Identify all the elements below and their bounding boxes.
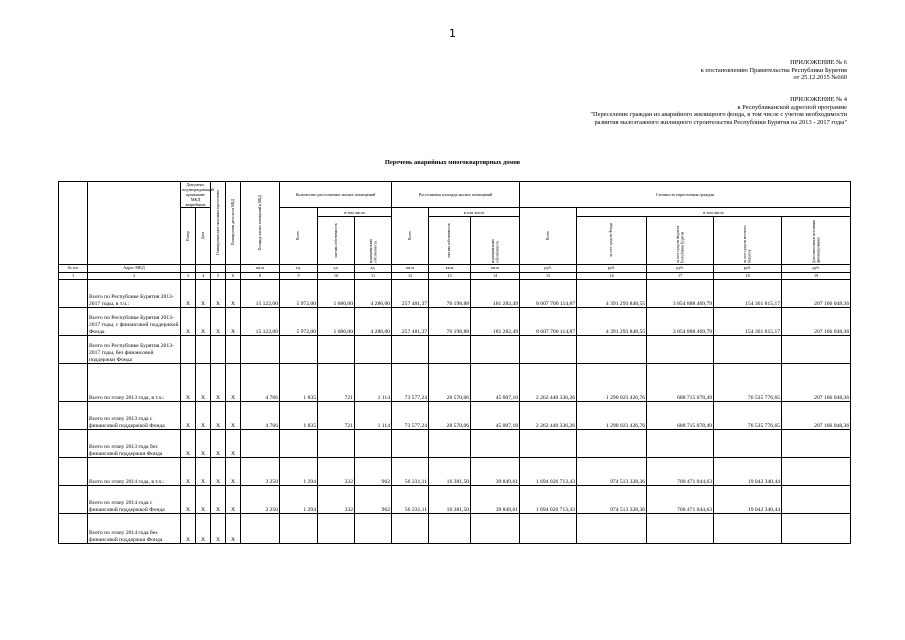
table-cell: 688 715 078,49 xyxy=(647,402,714,430)
table-cell: 1 835 xyxy=(280,402,318,430)
table-cell: 19 042 340,44 xyxy=(714,486,782,514)
row-label-cell: Всего по этапу 2013 года без финансовой поддержки Фонда xyxy=(88,430,181,458)
header-cell xyxy=(241,182,280,265)
table-cell xyxy=(471,430,520,458)
table-cell: 56 231,11 xyxy=(392,486,429,514)
table-cell: 974 513 328,36 xyxy=(577,458,647,486)
table-cell xyxy=(241,514,280,544)
table-cell: 257 481,37 xyxy=(392,308,429,336)
annex-header-line: "Переселение граждан из аварийного жилищного фонда, в том числе с учетом необходимости xyxy=(590,111,847,119)
unit-cell: ед. xyxy=(355,265,392,273)
table-cell: 8 607 700 114,87 xyxy=(520,280,577,308)
table-cell: 39 849,61 xyxy=(471,458,520,486)
table-cell xyxy=(520,336,577,364)
table-cell: X xyxy=(196,458,211,486)
table-cell: 700 471 044,63 xyxy=(647,486,714,514)
table-cell: 73 577,24 xyxy=(392,402,429,430)
header-text: Всего xyxy=(296,231,301,240)
table-row xyxy=(59,458,851,486)
table-cell: 3 250 xyxy=(241,458,280,486)
table-cell: X xyxy=(196,430,211,458)
table-cell: X xyxy=(211,430,226,458)
annex-header-6 xyxy=(701,59,847,82)
table-cell: 4 286,00 xyxy=(355,308,392,336)
header-text: за счет средств Фонда xyxy=(609,223,614,257)
table-cell xyxy=(59,458,88,486)
table-cell: 15 122,00 xyxy=(241,308,280,336)
table-cell xyxy=(355,430,392,458)
table-cell: X xyxy=(181,458,196,486)
table-cell xyxy=(392,336,429,364)
header-text: частная собственность xyxy=(333,222,338,258)
header-cell: Документ, подтверждающий признание МКД аварийным xyxy=(182,182,214,207)
table-cell: X xyxy=(181,430,196,458)
header-text: Планируемая дата сноса МКД xyxy=(230,199,235,246)
unit-cell: руб. xyxy=(520,265,577,273)
table-row xyxy=(59,308,851,336)
table-cell xyxy=(520,514,577,544)
table-cell: 8 607 700 114,87 xyxy=(520,308,577,336)
table-cell xyxy=(355,514,392,544)
table-cell xyxy=(59,336,88,364)
column-number-cell: 18 xyxy=(714,272,782,280)
table-row xyxy=(59,402,851,430)
table-cell: 1 694 026 713,43 xyxy=(520,486,577,514)
header-cell xyxy=(471,217,520,265)
annex-header-line: развития малоэтажного жилищного строительства Республики Бурятия на 2013 - 2017 годы" xyxy=(594,118,847,126)
column-number-cell: 15 xyxy=(520,272,577,280)
table-cell: X xyxy=(226,430,241,458)
header-cell xyxy=(577,217,647,265)
column-number-cell: 1 xyxy=(59,272,88,280)
table-cell: X xyxy=(211,514,226,544)
row-label-cell: Всего по этапу 2013 года, в т.ч.: xyxy=(88,364,181,402)
annex-header-line: к постановлению Правительства Республики Бурятия xyxy=(700,66,847,74)
table-cell: 1 294 xyxy=(280,486,318,514)
table-cell: 19 042 340,44 xyxy=(714,458,782,486)
unit-cell: кв.м xyxy=(392,265,429,273)
unit-cell: руб. xyxy=(782,265,851,273)
table-cell: 1 835 xyxy=(280,364,318,402)
table-row xyxy=(59,364,851,402)
table-cell xyxy=(211,336,226,364)
header-cell xyxy=(429,217,471,265)
header-text: Всего xyxy=(545,231,550,240)
table-cell xyxy=(714,430,782,458)
table-cell xyxy=(318,430,355,458)
column-number-cell: 9 xyxy=(280,272,318,280)
header-cell: в том числе xyxy=(577,208,851,217)
table-cell: 5 972,00 xyxy=(280,280,318,308)
row-label-cell: Всего по Республике Бурятия 2013-2017 годы, в т.ч.: xyxy=(88,280,181,308)
table-cell: 4 391 293 848,55 xyxy=(577,280,647,308)
table-cell: 4 286,00 xyxy=(355,280,392,308)
table-cell xyxy=(577,336,647,364)
table-cell xyxy=(471,336,520,364)
table-cell: 76 198,88 xyxy=(429,280,471,308)
table-cell: 45 007,18 xyxy=(471,364,520,402)
table-cell: X xyxy=(226,402,241,430)
table-cell: 39 849,61 xyxy=(471,486,520,514)
table-cell xyxy=(782,458,851,486)
table-cell: 962 xyxy=(355,458,392,486)
header-cell xyxy=(714,217,782,265)
annex-header-line: ПРИЛОЖЕНИЕ № 4 xyxy=(790,96,847,103)
row-label-cell: Всего по этапу 2014 года без финансовой поддержки Фонда xyxy=(88,514,181,544)
table-cell: 1 686,00 xyxy=(318,280,355,308)
column-number-cell: 14 xyxy=(471,272,520,280)
table-cell: 76 198,88 xyxy=(429,308,471,336)
header-cell xyxy=(520,208,577,265)
header-cell xyxy=(226,182,241,265)
column-number-cell: 16 xyxy=(577,272,647,280)
table-cell xyxy=(181,336,196,364)
header-cell: Адрес МКД xyxy=(88,265,181,273)
column-number-cell: 3 xyxy=(181,272,196,280)
annex-header-4 xyxy=(590,96,847,126)
table-cell xyxy=(59,280,88,308)
unit-cell: кв.м xyxy=(429,265,471,273)
table-cell xyxy=(59,364,88,402)
annex-header-line: ПРИЛОЖЕНИЕ № 6 xyxy=(790,59,847,66)
table-cell: 73 577,24 xyxy=(392,364,429,402)
table-cell: 207 166 048,36 xyxy=(782,364,851,402)
table-cell: 1 694 026 713,43 xyxy=(520,458,577,486)
header-cell: № п/п xyxy=(59,265,88,273)
emergency-houses-table xyxy=(58,181,851,544)
table-cell xyxy=(392,514,429,544)
row-label-cell: Всего по Республике Бурятия 2013-2017 годы, с финансовой поддержкой Фонда xyxy=(88,308,181,336)
table-cell: 1 114 xyxy=(355,402,392,430)
table-cell xyxy=(59,514,88,544)
table-cell: 721 xyxy=(318,364,355,402)
unit-cell: руб. xyxy=(714,265,782,273)
column-number-cell: 17 xyxy=(647,272,714,280)
table-cell: X xyxy=(181,308,196,336)
table-cell xyxy=(280,514,318,544)
table-cell xyxy=(647,430,714,458)
page-number: 1 xyxy=(449,27,456,40)
column-number-cell: 4 xyxy=(196,272,211,280)
table-cell: X xyxy=(181,364,196,402)
table-cell: X xyxy=(226,280,241,308)
table-cell: 16 381,50 xyxy=(429,458,471,486)
table-cell: 2 262 440 336,26 xyxy=(520,402,577,430)
table-cell: X xyxy=(181,402,196,430)
table-cell: 1 290 023 426,76 xyxy=(577,364,647,402)
table-cell: 16 381,50 xyxy=(429,486,471,514)
document-title: Перечень аварийных многоквартирных домов xyxy=(384,159,521,166)
header-cell xyxy=(647,217,714,265)
table-cell xyxy=(429,514,471,544)
unit-cell: ед. xyxy=(280,265,318,273)
table-cell xyxy=(318,514,355,544)
header-cell: Количество расселяемых жилых помещений xyxy=(280,182,392,208)
table-cell xyxy=(392,430,429,458)
header-text: муниципальная собственность xyxy=(368,239,378,263)
row-label-cell: Всего по этапу 2014 года с финансовой поддержкой Фонда xyxy=(88,486,181,514)
column-number-cell: 11 xyxy=(355,272,392,280)
table-cell: 962 xyxy=(355,486,392,514)
table-cell: 1 290 023 426,76 xyxy=(577,402,647,430)
annex-header-line: к Республиканской адресной программе xyxy=(737,103,847,111)
table-cell: 3 250 xyxy=(241,486,280,514)
table-cell: 154 361 815,17 xyxy=(714,280,782,308)
table-cell xyxy=(59,402,88,430)
table-cell xyxy=(241,430,280,458)
header-cell xyxy=(782,217,851,265)
table-cell xyxy=(59,486,88,514)
row-label-cell: Всего по этапу 2014 года, в т.ч.: xyxy=(88,458,181,486)
row-label-cell: Всего по Республике Бурятия 2013-2017 годы, без финансовой поддержки Фонда xyxy=(88,336,181,364)
table-cell: 688 715 078,49 xyxy=(647,364,714,402)
table-cell: 28 570,06 xyxy=(429,364,471,402)
table-cell xyxy=(59,308,88,336)
header-cell xyxy=(355,217,392,265)
table-cell xyxy=(355,336,392,364)
table-cell xyxy=(280,336,318,364)
annex-header-line: от 25.12.2015 №660 xyxy=(793,74,847,82)
header-cell: Расселяемая площадь жилых помещений xyxy=(392,182,520,208)
header-cell xyxy=(280,208,318,265)
table-cell: X xyxy=(196,486,211,514)
header-cell xyxy=(181,208,196,265)
table-cell: X xyxy=(211,458,226,486)
header-text: Дата xyxy=(200,231,205,240)
table-cell: X xyxy=(196,280,211,308)
unit-cell xyxy=(226,265,241,273)
table-cell: 1 294 xyxy=(280,458,318,486)
table-cell: 2 262 440 336,26 xyxy=(520,364,577,402)
table-row xyxy=(59,336,851,364)
table-cell: 332 xyxy=(318,486,355,514)
table-cell xyxy=(520,430,577,458)
unit-cell: кв.м xyxy=(471,265,520,273)
table-cell: X xyxy=(226,486,241,514)
table-cell xyxy=(241,336,280,364)
unit-cell: ед. xyxy=(318,265,355,273)
table-cell: 76 535 776,65 xyxy=(714,364,782,402)
table-cell: X xyxy=(211,402,226,430)
unit-cell: руб. xyxy=(647,265,714,273)
table-cell: 15 122,00 xyxy=(241,280,280,308)
table-cell: 207 166 048,36 xyxy=(782,308,851,336)
table-cell xyxy=(782,336,851,364)
column-number-cell: 19 xyxy=(782,272,851,280)
column-number-cell: 5 xyxy=(211,272,226,280)
table-cell: X xyxy=(196,364,211,402)
column-number-cell: 12 xyxy=(392,272,429,280)
header-text: Номер xyxy=(185,230,190,241)
header-text: муниципальная собственность xyxy=(490,239,500,263)
table-row xyxy=(59,514,851,544)
table-cell: 332 xyxy=(318,458,355,486)
table-cell xyxy=(782,486,851,514)
table-cell: X xyxy=(226,514,241,544)
table-cell xyxy=(318,336,355,364)
header-text: за счет средств местного бюджета xyxy=(743,225,752,263)
table-cell: X xyxy=(196,514,211,544)
table-cell xyxy=(59,430,88,458)
table-cell: 3 854 888 469,79 xyxy=(647,308,714,336)
header-text: частная собственность xyxy=(447,222,452,258)
table-cell xyxy=(280,430,318,458)
header-cell xyxy=(196,208,211,265)
header-cell xyxy=(318,217,355,265)
table-cell: 56 231,11 xyxy=(392,458,429,486)
table-cell xyxy=(647,336,714,364)
table-cell xyxy=(471,514,520,544)
header-text: Всего xyxy=(407,231,412,240)
table-cell: X xyxy=(226,364,241,402)
table-cell: 207 166 048,36 xyxy=(782,402,851,430)
column-number-cell: 2 xyxy=(88,272,181,280)
header-text: Дополнительные источники финансирования xyxy=(811,219,821,263)
table-cell xyxy=(782,430,851,458)
header-cell: в том числе xyxy=(318,208,392,217)
column-number-cell: 8 xyxy=(241,272,280,280)
table-cell: 5 972,00 xyxy=(280,308,318,336)
table-cell xyxy=(647,514,714,544)
table-cell: X xyxy=(226,308,241,336)
table-cell: X xyxy=(226,458,241,486)
table-cell: 4 391 293 848,55 xyxy=(577,308,647,336)
table-cell: 3 854 888 469,79 xyxy=(647,280,714,308)
table-cell: 4 766 xyxy=(241,402,280,430)
table-cell: 1 686,00 xyxy=(318,308,355,336)
table-row xyxy=(59,430,851,458)
header-text: за счет средств бюджета Республики Бурятия xyxy=(675,225,685,263)
table-cell: X xyxy=(181,280,196,308)
column-numbers-row xyxy=(59,272,851,280)
table-cell: 721 xyxy=(318,402,355,430)
table-cell: X xyxy=(196,308,211,336)
table-cell: 154 361 815,17 xyxy=(714,308,782,336)
table-cell: 181 282,49 xyxy=(471,308,520,336)
table-cell: X xyxy=(181,514,196,544)
header-cell xyxy=(59,182,88,265)
table-cell: 4 766 xyxy=(241,364,280,402)
table-cell xyxy=(429,430,471,458)
table-cell: X xyxy=(211,364,226,402)
table-cell: 700 471 044,63 xyxy=(647,458,714,486)
table-cell: 257 481,37 xyxy=(392,280,429,308)
table-cell: X xyxy=(196,402,211,430)
table-cell: 76 535 776,65 xyxy=(714,402,782,430)
header-cell xyxy=(88,182,181,265)
table-cell xyxy=(429,336,471,364)
unit-cell: кв.м xyxy=(241,265,280,273)
unit-cell xyxy=(211,265,226,273)
row-label-cell: Всего по этапу 2013 года с финансовой поддержкой Фонда xyxy=(88,402,181,430)
header-cell: Стоимость переселения граждан xyxy=(520,182,851,208)
header-text: Площадь жилых помещений в МКД xyxy=(257,194,262,251)
table-cell xyxy=(782,514,851,544)
table-cell: 45 007,18 xyxy=(471,402,520,430)
table-cell: X xyxy=(211,486,226,514)
table-cell: 28 570,06 xyxy=(429,402,471,430)
table-cell xyxy=(714,514,782,544)
table-cell xyxy=(226,336,241,364)
table-cell: 1 114 xyxy=(355,364,392,402)
unit-cell xyxy=(196,265,211,273)
column-number-cell: 13 xyxy=(429,272,471,280)
unit-cell xyxy=(181,265,196,273)
table-cell xyxy=(577,430,647,458)
table-cell: X xyxy=(211,280,226,308)
column-number-cell: 10 xyxy=(318,272,355,280)
table-cell: X xyxy=(211,308,226,336)
table-cell: 974 513 328,36 xyxy=(577,486,647,514)
header-cell xyxy=(211,182,226,265)
header-text: Планируемая дата окончания переселения xyxy=(215,190,220,255)
header-cell: в том числе xyxy=(429,208,520,217)
table-cell: 181 282,49 xyxy=(471,280,520,308)
table-cell: X xyxy=(181,486,196,514)
table-cell: 207 166 048,36 xyxy=(782,280,851,308)
header-cell xyxy=(392,208,429,265)
table-cell xyxy=(577,514,647,544)
table-cell xyxy=(714,336,782,364)
table-row xyxy=(59,486,851,514)
table-row xyxy=(59,280,851,308)
table-cell xyxy=(196,336,211,364)
column-number-cell: 6 xyxy=(226,272,241,280)
unit-cell: руб. xyxy=(577,265,647,273)
